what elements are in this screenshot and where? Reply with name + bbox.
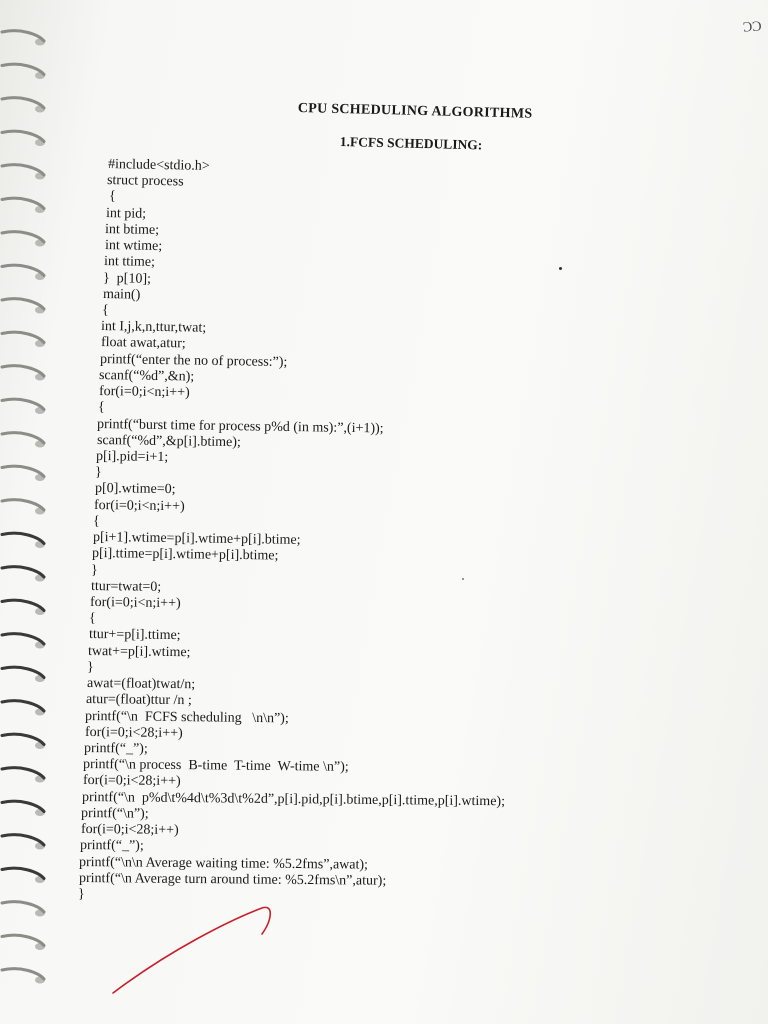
code-line: int pid; xyxy=(105,205,147,222)
code-line: p[i].pid=i+1; xyxy=(95,449,169,466)
code-line: } xyxy=(87,659,95,675)
code-line: { xyxy=(93,513,101,529)
code-line: } p[10]; xyxy=(103,270,152,287)
code-line: printf(“\n p%d\t%4d\t%3d\t%2d”,p[i].pid,p[i].btime,p[i].ttime,p[i].wtime); xyxy=(81,789,506,809)
code-line: int wtime; xyxy=(104,238,162,255)
section-heading: 1.FCFS SCHEDULING: xyxy=(339,134,483,153)
code-line: { xyxy=(108,189,116,205)
code-line: struct process xyxy=(107,173,185,190)
page-title: CPU SCHEDULING ALGORITHMS xyxy=(297,101,533,122)
code-line: ttur=twat=0; xyxy=(90,578,161,595)
code-line: { xyxy=(89,611,97,627)
code-line: for(i=0;i<n;i++) xyxy=(89,595,181,612)
code-line: printf(“_”); xyxy=(83,741,148,757)
code-line: p[i].ttime=p[i].wtime+p[i].btime; xyxy=(91,546,279,564)
code-line: awat=(float)twat/n; xyxy=(86,676,195,693)
code-line: atur=(float)ttur /n ; xyxy=(85,692,192,709)
code-line: int I,j,k,n,ttur,twat; xyxy=(101,319,207,336)
code-line: scanf(“%d”,&p[i].btime); xyxy=(96,432,241,450)
code-line: float awat,atur; xyxy=(100,335,186,352)
code-line: #include<stdio.h> xyxy=(107,157,210,174)
code-line: p[i+1].wtime=p[i].wtime+p[i].btime; xyxy=(92,530,301,548)
code-line: printf(“enter the no of process:”); xyxy=(99,351,288,370)
code-line: printf(“burst time for process p%d (in ms):”,(i+1)); xyxy=(97,416,385,436)
code-line: for(i=0;i<n;i++) xyxy=(93,497,185,514)
code-line: printf(“_”); xyxy=(79,838,144,854)
code-line: { xyxy=(97,400,105,416)
code-line: for(i=0;i<28;i++) xyxy=(82,773,181,790)
code-line: } xyxy=(91,562,99,578)
code-line: for(i=0;i<28;i++) xyxy=(80,822,179,839)
code-line: printf(“\n\n Average waiting time: %5.2fms”,awat); xyxy=(79,854,369,873)
code-line: twat+=p[i].wtime; xyxy=(87,643,191,660)
code-line: main() xyxy=(102,286,141,303)
code-line: int ttime; xyxy=(103,254,156,271)
corner-mark: ƆƆ xyxy=(742,19,763,36)
code-line: { xyxy=(101,303,109,319)
code-line: } xyxy=(95,465,103,481)
code-line: } xyxy=(77,887,85,903)
code-line: printf(“\n process B-time T-time W-time \n”); xyxy=(83,757,350,776)
code-line: ttur+=p[i].ttime; xyxy=(88,627,181,644)
code-line: printf(“\n”); xyxy=(81,805,150,822)
code-line: printf(“\n FCFS scheduling \n\n”); xyxy=(85,708,290,726)
code-line: scanf(“%d”,&n); xyxy=(99,367,195,385)
code-line: printf(“\n Average turn around time: %5.2fms\n”,atur); xyxy=(78,870,386,889)
code-line: for(i=0;i<28;i++) xyxy=(84,724,183,741)
code-line: p[0].wtime=0; xyxy=(94,481,176,498)
code-line: for(i=0;i<n;i++) xyxy=(98,384,190,401)
code-line: int btime; xyxy=(105,221,160,238)
